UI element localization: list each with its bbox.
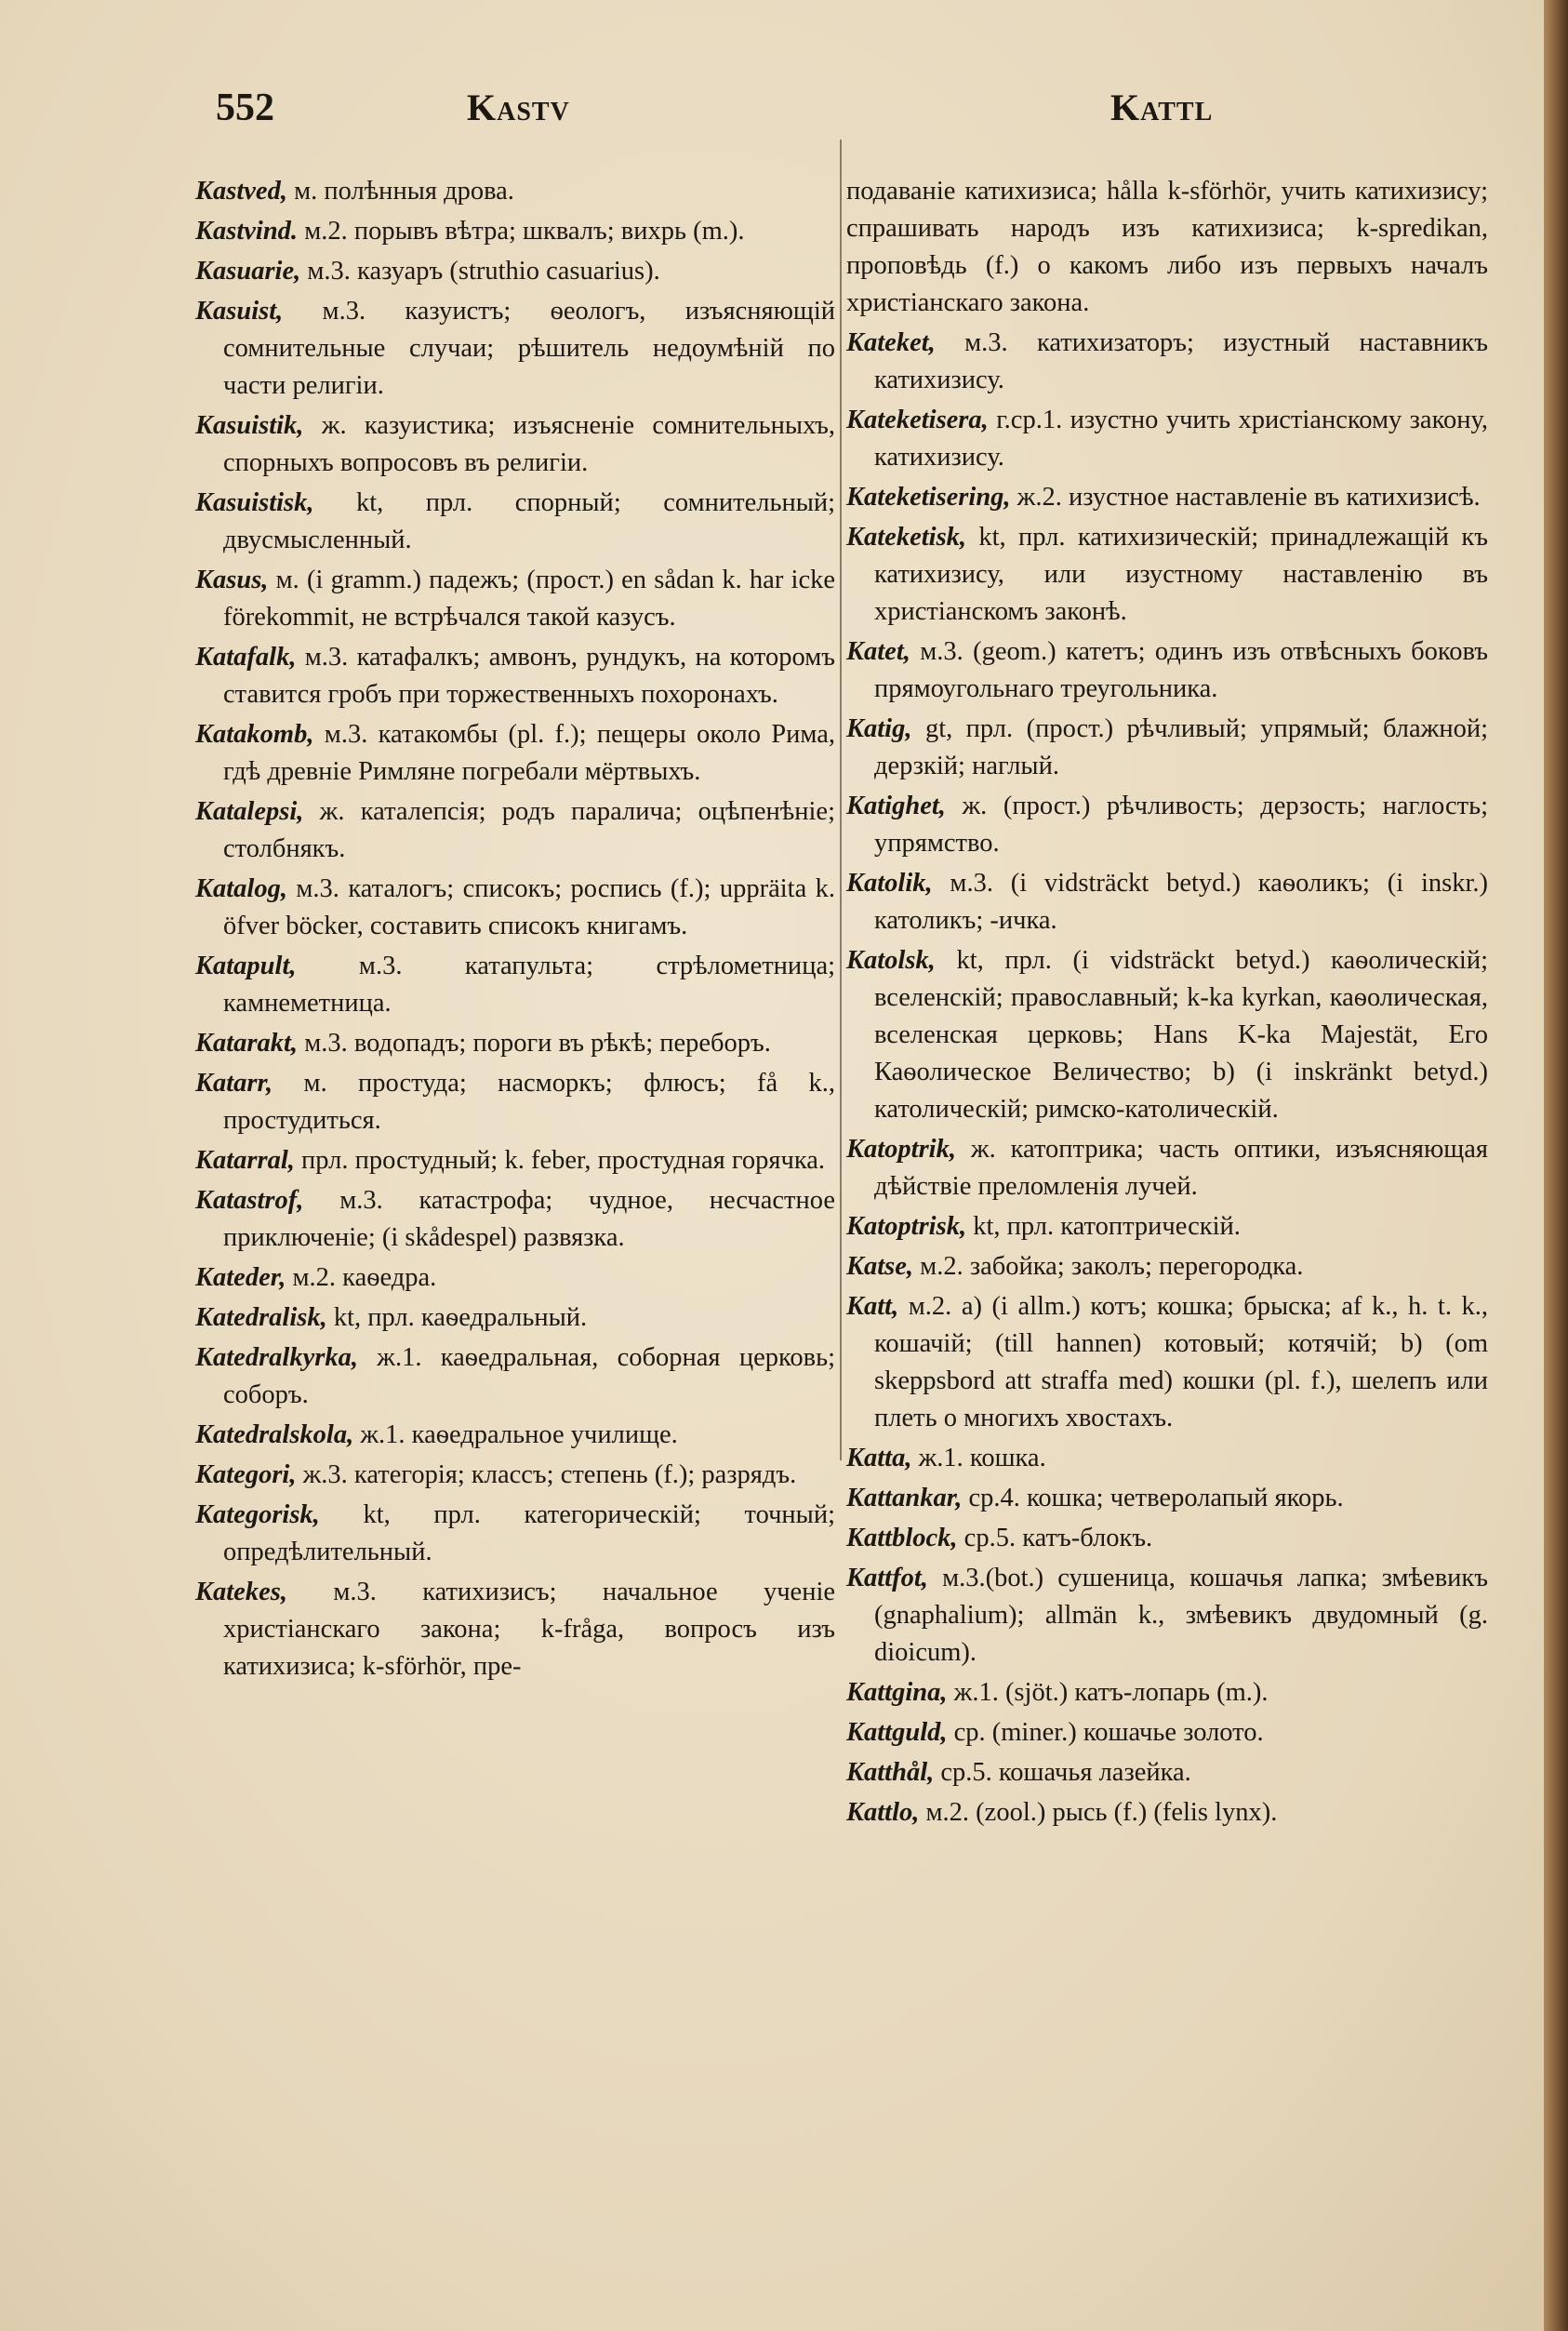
entry-definition: ж.3. категорія; классъ; степень (f.); разрядъ. xyxy=(302,1460,797,1489)
right-guide-word: Kattl xyxy=(1110,87,1214,128)
entry-headword: Kasus, xyxy=(195,566,269,594)
entry-definition: ж. (прост.) рѣчливость; дерзость; наглость; упрямство. xyxy=(874,792,1488,858)
entry-headword: Katarral, xyxy=(195,1146,295,1175)
entry-definition: г.ср.1. изустно учить христіанскому закону, катихизису. xyxy=(874,406,1488,472)
page-number: 552 xyxy=(216,87,274,129)
entry-headword: Katalog, xyxy=(195,874,287,903)
dictionary-entry xyxy=(846,325,1488,399)
dictionary-entry xyxy=(846,1560,1488,1672)
dictionary-entry xyxy=(846,1480,1488,1517)
entry-headword: Katolik, xyxy=(846,869,933,898)
entry-definition: ср.5. катъ-блокъ. xyxy=(963,1524,1153,1552)
entry-headword: Katet, xyxy=(846,637,910,666)
dictionary-entry xyxy=(195,562,835,636)
entry-headword: Katta, xyxy=(846,1444,912,1472)
entry-headword: Katoptrisk, xyxy=(846,1212,967,1241)
dictionary-entry xyxy=(846,1131,1488,1205)
dictionary-entry xyxy=(195,948,835,1022)
entry-definition: м.2. a) (i allm.) котъ; кошка; брыска; af k., h. t. k., кошачій; (till hannen) котовый; котячій; b) (om skeppsbord att straffa med) кошки (pl. f.), шелепъ или плеть о многихъ хвостахъ. xyxy=(874,1292,1489,1432)
right-column xyxy=(846,173,1488,1834)
entry-headword: Katt, xyxy=(846,1292,899,1321)
entry-definition: м.3. казуаръ (struthio casuarius). xyxy=(307,257,660,286)
entry-definition: м.3. (geom.) катетъ; одинъ изъ отвѣсныхъ боковъ прямоугольнаго треугольника. xyxy=(874,637,1489,703)
dictionary-entry xyxy=(195,716,835,791)
entry-definition: м. простуда; насморкъ; флюсъ; få k., простудиться. xyxy=(223,1069,835,1135)
dictionary-entry xyxy=(846,865,1488,939)
dictionary-entry xyxy=(195,1299,835,1337)
book-spine-edge xyxy=(1544,0,1568,2331)
entry-headword: Katarr, xyxy=(195,1069,273,1098)
entry-definition: подаваніе катихизиса; hålla k-sförhör, учить катихизису; спрашивать народъ изъ катихизиса; k-spredikan, проповѣдь (f.) о какомъ либо изъ первыхъ началъ христіанскаго закона. xyxy=(846,177,1488,317)
entry-headword: Katedralisk, xyxy=(195,1303,327,1332)
dictionary-entry xyxy=(846,1208,1488,1245)
entry-headword: Kateketisk, xyxy=(846,523,967,552)
entry-definition: kt, прл. катихизическій; принадлежащій къ катихизису, или изустному наставленію въ христіанскомъ законѣ. xyxy=(874,523,1488,626)
dictionary-entry xyxy=(846,173,1488,322)
entry-headword: Kategorisk, xyxy=(195,1500,320,1529)
dictionary-entry xyxy=(195,639,835,713)
dictionary-entry xyxy=(195,793,835,868)
dictionary-entry xyxy=(195,407,835,482)
entry-definition: kt, прл. каѳедральный. xyxy=(333,1303,588,1332)
entry-definition: ж. каталепсія; родъ паралича; оцѣпенѣніе; столбнякъ. xyxy=(223,797,835,863)
entry-definition: м.3. катапульта; стрѣлометница; камнеметница. xyxy=(223,952,836,1018)
dictionary-entry xyxy=(195,1417,835,1454)
entry-definition: kt, прл. (i vidsträckt betyd.) каѳолическій; вселенскій; православный; k-ka kyrkan, каѳолическая, вселенская церковь; Hans K-ka Majestät, Его Каѳолическое Величество; b) (i inskränkt betyd.) католическій; римско-католическій. xyxy=(874,946,1488,1124)
entry-definition: м.3. катихизисъ; начальное ученіе христіанскаго закона; k-fråga, вопросъ изъ катихизиса; k-sförhör, пре- xyxy=(223,1578,836,1681)
entry-definition: м.2. (zool.) рысь (f.) (felis lynx). xyxy=(925,1798,1278,1827)
entry-headword: Kattguld, xyxy=(846,1718,948,1747)
entry-definition: м. (i gramm.) падежъ; (прост.) en sådan k. har icke förekommit, не встрѣчался такой казусъ. xyxy=(223,566,835,632)
dictionary-entry xyxy=(195,1457,835,1494)
entry-headword: Katapult, xyxy=(195,952,297,980)
dictionary-entry xyxy=(195,1574,835,1685)
entry-definition: м. полѣнныя дрова. xyxy=(294,177,514,206)
entry-headword: Katarakt, xyxy=(195,1029,299,1058)
entry-headword: Katedralkyrka, xyxy=(195,1343,358,1372)
dictionary-entry xyxy=(195,1497,835,1571)
page-header xyxy=(216,86,1239,151)
entry-definition: kt, прл. категорическій; точный; опредѣлительный. xyxy=(223,1500,836,1566)
entry-headword: Kattankar, xyxy=(846,1484,963,1512)
dictionary-entry xyxy=(846,1754,1488,1792)
dictionary-entry xyxy=(195,1025,835,1062)
entry-headword: Katighet, xyxy=(846,792,946,820)
entry-headword: Katolsk, xyxy=(846,946,936,975)
entry-definition: м.3. катастрофа; чудное, несчастное приключеніе; (i skådespel) развязка. xyxy=(223,1186,836,1252)
entry-headword: Katthål, xyxy=(846,1758,935,1787)
entry-definition: м.3.(bot.) сушеница, кошачья лапка; змѣевикъ (gnaphalium); allmän k., змѣевикъ двудомный (g. dioicum). xyxy=(874,1564,1489,1667)
entry-definition: прл. простудный; k. feber, простудная горячка. xyxy=(301,1146,826,1175)
entry-definition: ж.1. каѳедральная, соборная церковь; соборъ. xyxy=(223,1343,835,1409)
entry-headword: Kattlo, xyxy=(846,1798,920,1827)
entry-definition: ж. катоптрика; часть оптики, изъясняющая дѣйствіе преломленія лучей. xyxy=(874,1135,1488,1201)
entry-headword: Kateketisering, xyxy=(846,483,1011,512)
entry-definition: м.3. (i vidsträckt betyd.) каѳоликъ; (i inskr.) католикъ; -ичка. xyxy=(874,869,1488,935)
entry-headword: Kasuistik, xyxy=(195,411,304,440)
entry-headword: Kattgina, xyxy=(846,1678,948,1707)
entry-headword: Kateketisera, xyxy=(846,406,989,434)
dictionary-entry xyxy=(846,1674,1488,1712)
entry-headword: Katedralskola, xyxy=(195,1420,354,1449)
dictionary-entry xyxy=(195,1182,835,1257)
entry-headword: Katoptrik, xyxy=(846,1135,956,1164)
dictionary-entry xyxy=(846,402,1488,476)
entry-headword: Kattfot, xyxy=(846,1564,928,1592)
dictionary-entry xyxy=(846,1440,1488,1477)
entry-definition: м.3. казуистъ; ѳеологъ, изъясняющій сомнительные случаи; рѣшитель недоумѣній по части религіи. xyxy=(223,297,835,400)
dictionary-entry xyxy=(195,871,835,945)
entry-definition: ср. (miner.) кошачье золото. xyxy=(953,1718,1264,1747)
entry-headword: Katse, xyxy=(846,1252,914,1281)
entry-definition: kt, прл. спорный; сомнительный; двусмысленный. xyxy=(223,488,836,554)
entry-headword: Kasuistisk, xyxy=(195,488,314,517)
dictionary-entry xyxy=(846,1248,1488,1285)
entry-definition: ж.1. (sjöt.) катъ-лопарь (m.). xyxy=(953,1678,1269,1707)
dictionary-entry xyxy=(846,633,1488,708)
entry-definition: м.3. катафалкъ; амвонъ, рундукъ, на которомъ ставится гробъ при торжественныхъ похоронахъ. xyxy=(223,643,835,709)
dictionary-entry xyxy=(846,519,1488,631)
entry-definition: м.2. каѳедра. xyxy=(292,1263,437,1292)
entry-definition: м.3. каталогъ; списокъ; роспись (f.); uppräita k. öfver böcker, составить списокъ книгамъ. xyxy=(223,874,836,940)
entry-definition: м.3. катихизаторъ; изустный наставникъ катихизису. xyxy=(874,328,1489,394)
dictionary-entry xyxy=(846,479,1488,516)
dictionary-entry xyxy=(846,1520,1488,1557)
dictionary-entry xyxy=(846,788,1488,862)
entry-headword: Katalepsi, xyxy=(195,797,304,826)
entry-headword: Kastvind. xyxy=(195,217,299,246)
dictionary-entry xyxy=(846,711,1488,785)
entry-headword: Kateket, xyxy=(846,328,936,357)
entry-definition: ж.1. кошка. xyxy=(918,1444,1046,1472)
dictionary-entry xyxy=(846,942,1488,1128)
entry-definition: gt, прл. (прост.) рѣчливый; упрямый; блажной; дерзкій; наглый. xyxy=(874,714,1488,780)
entry-definition: м.2. забойка; заколъ; перегородка. xyxy=(920,1252,1304,1281)
entry-headword: Kastved, xyxy=(195,177,287,206)
entry-headword: Kattblock, xyxy=(846,1524,958,1552)
dictionary-entry xyxy=(846,1794,1488,1832)
entry-definition: ср.5. кошачья лазейка. xyxy=(940,1758,1191,1787)
entry-headword: Katekes, xyxy=(195,1578,287,1606)
dictionary-entry xyxy=(846,1714,1488,1752)
dictionary-entry xyxy=(195,1259,835,1297)
entry-definition: kt, прл. катоптрическій. xyxy=(973,1212,1241,1241)
dictionary-entry xyxy=(846,1288,1488,1437)
entry-definition: м.2. порывъ вѣтра; шквалъ; вихрь (m.). xyxy=(304,217,745,246)
entry-definition: м.3. водопадъ; пороги въ рѣкѣ; переборъ. xyxy=(304,1029,771,1058)
entry-definition: ж.1. каѳедральное училище. xyxy=(360,1420,678,1449)
entry-headword: Kasuist, xyxy=(195,297,284,326)
dictionary-entry xyxy=(195,293,835,405)
dictionary-entry xyxy=(195,485,835,559)
entry-headword: Katakomb, xyxy=(195,720,314,749)
entry-headword: Kateder, xyxy=(195,1263,286,1292)
entry-headword: Katastrof, xyxy=(195,1186,304,1215)
entry-headword: Kategori, xyxy=(195,1460,297,1489)
entry-definition: ж. казуистика; изъясненіе сомнительныхъ, спорныхъ вопросовъ въ религіи. xyxy=(223,411,835,477)
column-divider xyxy=(840,140,842,1460)
entry-headword: Katig, xyxy=(846,714,912,743)
dictionary-entry xyxy=(195,253,835,290)
entry-definition: ср.4. кошка; четверолапый якорь. xyxy=(968,1484,1344,1512)
entry-definition: м.3. катакомбы (pl. f.); пещеры около Рима, гдѣ древніе Римляне погребали мёртвыхъ. xyxy=(223,720,836,786)
left-guide-word: Kastv xyxy=(467,87,570,128)
entry-headword: Katafalk, xyxy=(195,643,297,672)
dictionary-entry xyxy=(195,1339,835,1414)
left-column xyxy=(195,173,835,1688)
entry-definition: ж.2. изустное наставленіе въ катихизисѣ. xyxy=(1017,483,1481,512)
entry-headword: Kasuarie, xyxy=(195,257,301,286)
dictionary-entry xyxy=(195,213,835,250)
dictionary-entry xyxy=(195,1065,835,1139)
dictionary-entry xyxy=(195,173,835,210)
dictionary-entry xyxy=(195,1142,835,1179)
